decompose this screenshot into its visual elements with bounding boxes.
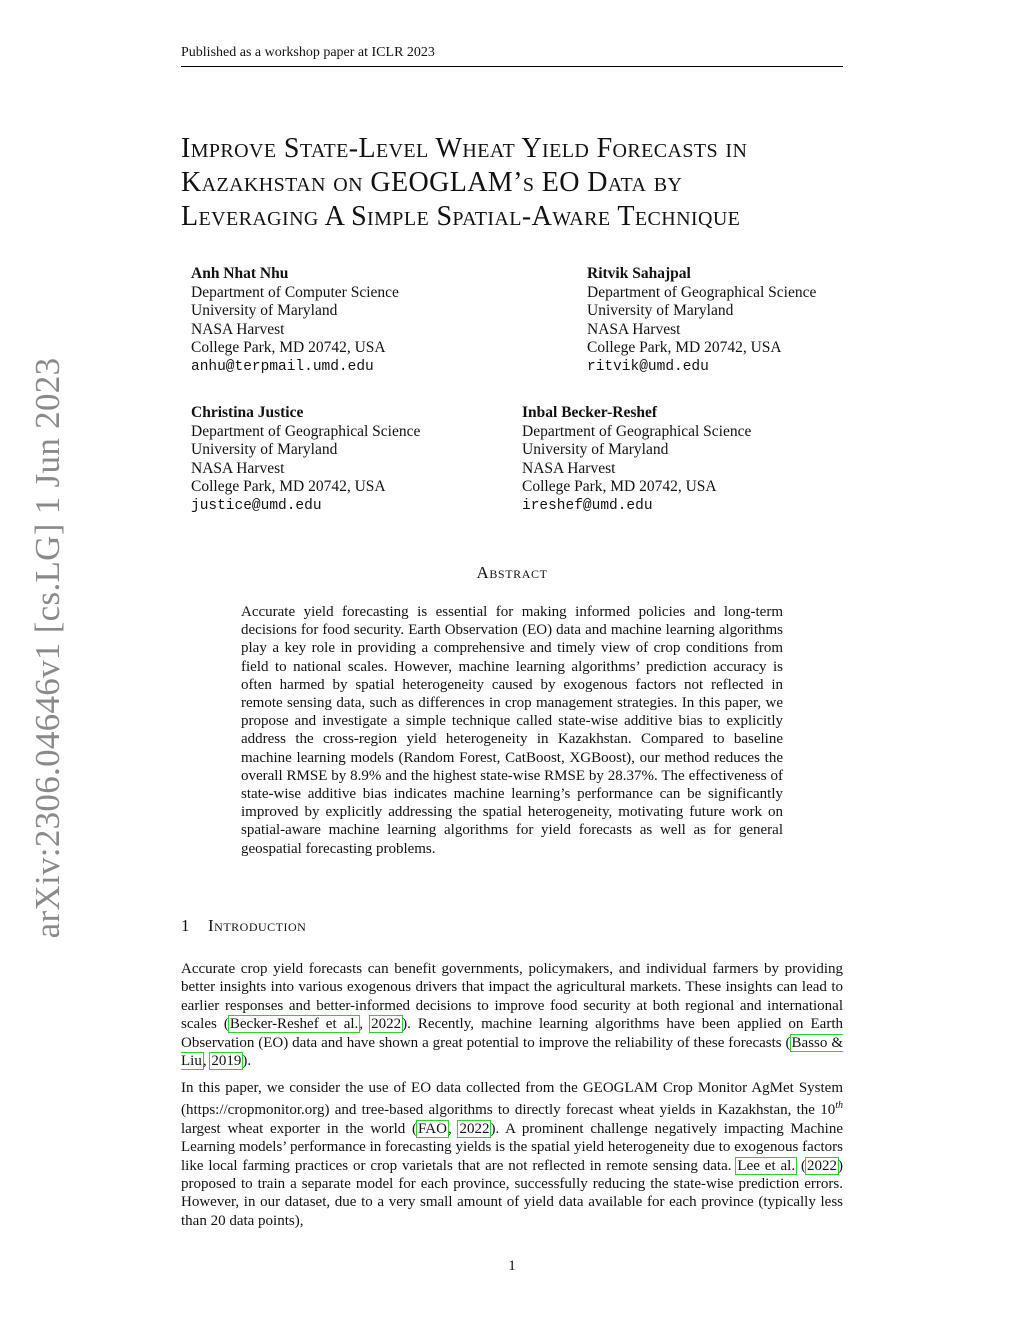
- author-department: Department of Geographical Science: [522, 422, 752, 440]
- author-department: Department of Geographical Science: [587, 283, 817, 301]
- author-email[interactable]: justice@umd.edu: [191, 497, 322, 514]
- author-address: College Park, MD 20742, USA: [191, 478, 386, 495]
- section-number: 1: [181, 916, 190, 935]
- citation-separator: ,: [447, 1120, 459, 1137]
- author-email[interactable]: ireshef@umd.edu: [522, 497, 653, 514]
- author-department: Department of Geographical Science: [191, 422, 421, 440]
- citation-link[interactable]: Becker-Reshef et al.: [229, 1016, 359, 1033]
- author-org: NASA Harvest: [191, 459, 285, 477]
- author-name: Ritvik Sahajpal: [587, 265, 691, 282]
- arxiv-stamp: arXiv:2306.04646v1 [cs.LG] 1 Jun 2023: [28, 357, 67, 939]
- author-block-2: [587, 265, 816, 376]
- section-title: Introduction: [208, 916, 307, 935]
- author-name: Christina Justice: [191, 404, 304, 421]
- author-org: NASA Harvest: [522, 459, 616, 477]
- author-name: Inbal Becker-Reshef: [522, 404, 658, 421]
- title-line-3: Leveraging A Simple Spatial-Aware Technique: [181, 201, 741, 232]
- paragraph-text: largest wheat exporter in the world (: [181, 1120, 418, 1137]
- citation-link[interactable]: Lee et al.: [737, 1157, 796, 1174]
- author-university: University of Maryland: [587, 302, 734, 319]
- author-address: College Park, MD 20742, USA: [587, 339, 782, 356]
- author-name: Anh Nhat Nhu: [191, 265, 289, 282]
- citation-link[interactable]: 2022: [459, 1120, 490, 1137]
- citation-link[interactable]: 2022: [371, 1016, 402, 1033]
- paper-title: [181, 132, 881, 234]
- paragraph-text: ). Recently, machine learning algorithms have been applied on Earth Observation (EO) data and have shown a great potential to improve the reliability of these forecasts (: [181, 1016, 843, 1051]
- title-line-1: Improve State-Level Wheat Yield Forecasts in: [181, 133, 748, 164]
- author-org: NASA Harvest: [191, 320, 285, 338]
- intro-paragraph-2: [181, 1079, 843, 1230]
- citation-separator: ,: [202, 1053, 211, 1070]
- citation-link[interactable]: 2022: [807, 1157, 837, 1174]
- intro-paragraph-1: [181, 960, 843, 1070]
- citation-link[interactable]: Basso & Liu: [181, 1034, 843, 1070]
- author-email[interactable]: ritvik@umd.edu: [587, 358, 709, 375]
- citation-separator: (: [796, 1157, 806, 1174]
- superscript: th: [835, 1100, 843, 1112]
- author-block-1: [191, 265, 399, 376]
- abstract-heading: Abstract: [476, 563, 548, 582]
- paragraph-text: In this paper, we consider the use of EO data collected from the GEOGLAM Crop Monitor AgMet System (https://cropmonitor.org) and tree-based algorithms to directly forecast wheat yields in Kazakhstan, the 10: [181, 1080, 843, 1119]
- citation-separator: ,: [359, 1016, 371, 1033]
- paragraph-text: Accurate crop yield forecasts can benefit governments, policymakers, and individual farmers by providing better insights into various exogenous drivers that impact the agricultural markets. These insights can lead to earlier responses and better-informed decisions to improve food security at both regional and international scales (: [181, 961, 843, 1033]
- running-header: Published as a workshop paper at ICLR 2023: [181, 44, 843, 67]
- author-block-4: [522, 404, 751, 515]
- author-org: NASA Harvest: [587, 320, 681, 338]
- paragraph-text: ). A prominent challenge negatively impacting Machine Learning models’ performance in forecasting yields is the spatial yield heterogeneity due to exogenous factors like local farming practices or crop varietals that are not reflected in remote sensing data.: [181, 1120, 844, 1174]
- paragraph-text: ).: [242, 1053, 252, 1070]
- paragraph-text: ) proposed to train a separate model for each province, successfully reducing the state-wise prediction errors. However, in our dataset, due to a very small amount of yield data available for each province (typically less than 20 data points),: [181, 1157, 843, 1229]
- author-university: University of Maryland: [522, 441, 669, 458]
- author-email[interactable]: anhu@terpmail.umd.edu: [191, 358, 374, 375]
- author-department: Department of Computer Science: [191, 283, 399, 301]
- author-address: College Park, MD 20742, USA: [191, 339, 386, 356]
- title-line-2: Kazakhstan on GEOGLAM’s EO Data by: [181, 167, 683, 198]
- citation-link[interactable]: FAO: [418, 1120, 447, 1137]
- author-address: College Park, MD 20742, USA: [522, 478, 717, 495]
- author-university: University of Maryland: [191, 441, 338, 458]
- citation-link[interactable]: 2019: [211, 1053, 242, 1070]
- author-block-3: [191, 404, 420, 515]
- author-university: University of Maryland: [191, 302, 338, 319]
- abstract-text: Accurate yield forecasting is essential for making informed policies and long-term decisions for food security. Earth Observation (EO) data and machine learning algorithms play a key role in providing a comprehensive and timely view of crop conditions from field to national scales. However, machine learning algorithms’ prediction accuracy is often harmed by spatial heterogeneity caused by exogenous factors not reflected in remote sensing data, such as differences in crop management strategies. In this paper, we propose and investigate a simple technique called state-wise additive bias to explicitly address the cross-region yield heterogeneity in Kazakhstan. Compared to baseline machine learning models (Random Forest, CatBoost, XGBoost), our method reduces the overall RMSE by 8.9% and the highest state-wise RMSE by 28.37%. The effectiveness of state-wise additive bias indicates machine learning’s performance can be significantly improved by explicitly addressing the spatial heterogeneity, motivating future work on spatial-aware machine learning algorithms for yield forecasts as well as for general geospatial forecasting problems.: [241, 604, 783, 857]
- page-number: 1: [508, 1258, 516, 1274]
- section-heading-introduction: [181, 916, 306, 936]
